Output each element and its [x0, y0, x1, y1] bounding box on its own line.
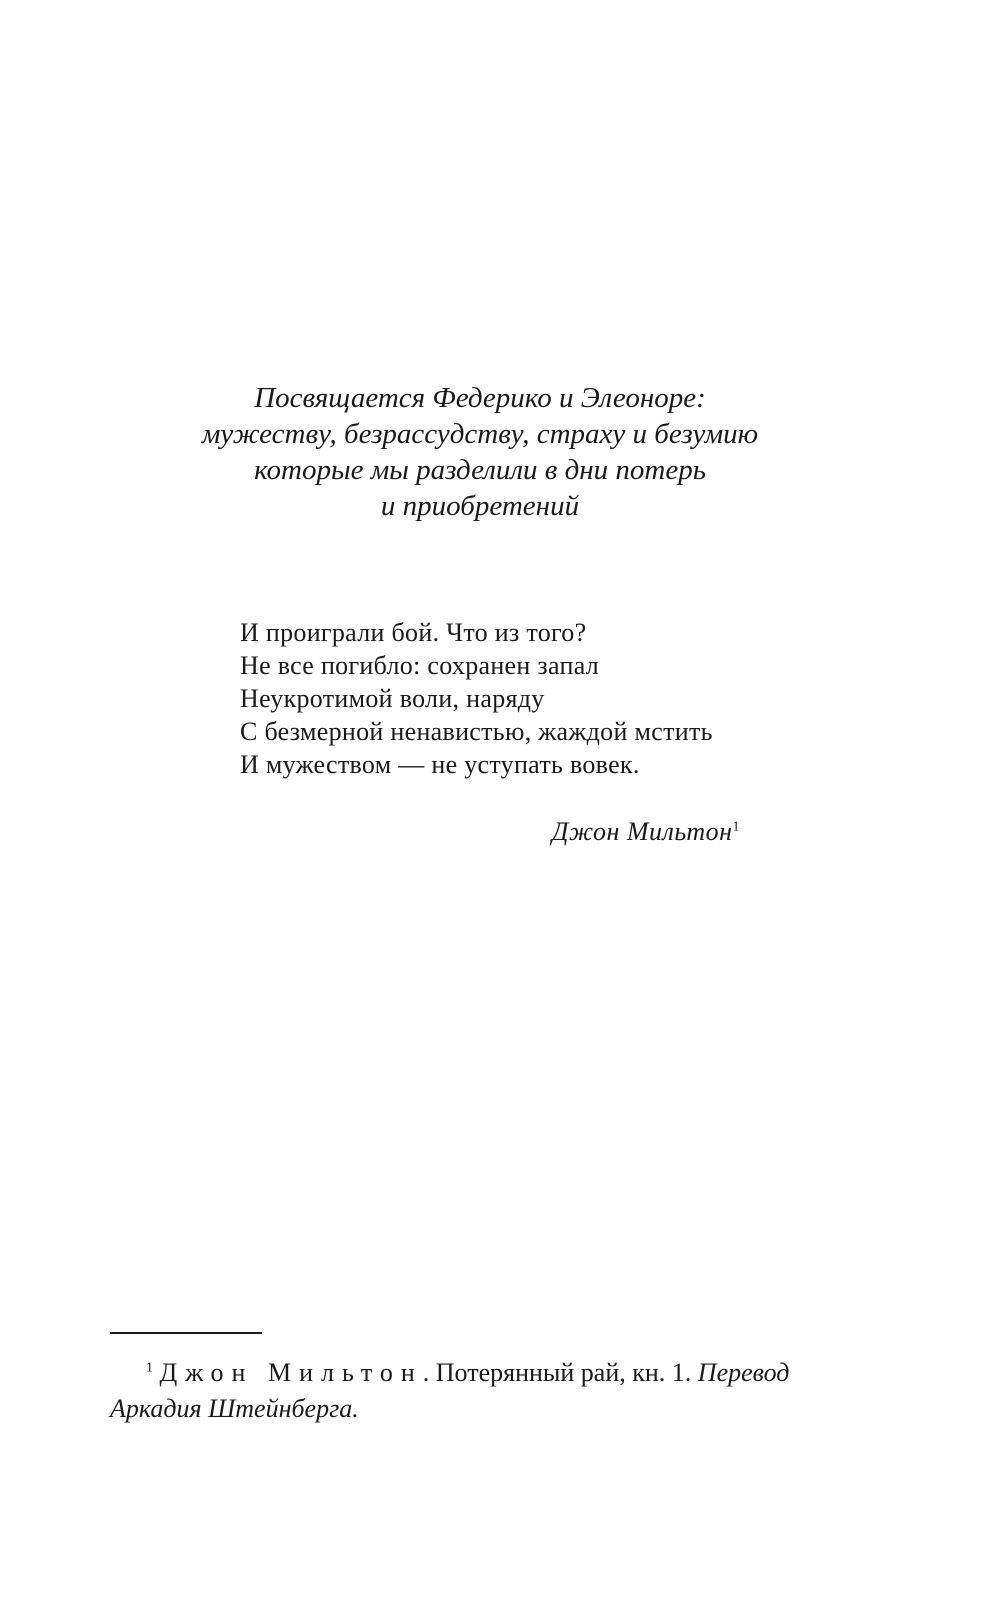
- dedication-line: мужеству, безрассудству, страху и безумию: [201, 418, 759, 450]
- dedication-line: и приобретений: [380, 490, 580, 522]
- footnote-divider: [110, 1332, 262, 1334]
- dedication: [0, 380, 960, 524]
- footnote-reference[interactable]: 1: [732, 819, 740, 835]
- footnote-line: [110, 1355, 870, 1391]
- epigraph-line: Неукротимой воли, наряду: [240, 684, 545, 713]
- footnote-number: 1: [146, 1360, 153, 1376]
- epigraph-line: С безмерной ненавистью, жаждой мстить: [240, 717, 713, 746]
- footnote: [110, 1355, 870, 1427]
- epigraph-line: И проиграли бой. Что из того?: [240, 618, 587, 647]
- footnote-translation: Перевод: [697, 1358, 790, 1387]
- footnote-title: . Потерянный рай, кн. 1.: [422, 1358, 692, 1387]
- footnote-author: Джон Мильтон: [159, 1358, 423, 1387]
- epigraph-poem: [240, 616, 760, 781]
- epigraph-attribution: [400, 815, 740, 848]
- epigraph-author: Джон Мильтон: [551, 817, 733, 846]
- epigraph-line: Не все погибло: сохранен запал: [240, 651, 600, 680]
- dedication-line: которые мы разделили в дни потерь: [254, 454, 706, 486]
- dedication-line: Посвящается Федерико и Элеоноре:: [254, 382, 706, 414]
- epigraph-line: И мужеством — не уступать вовек.: [240, 750, 640, 779]
- footnote-translator: Аркадия Штейнберга.: [110, 1394, 359, 1423]
